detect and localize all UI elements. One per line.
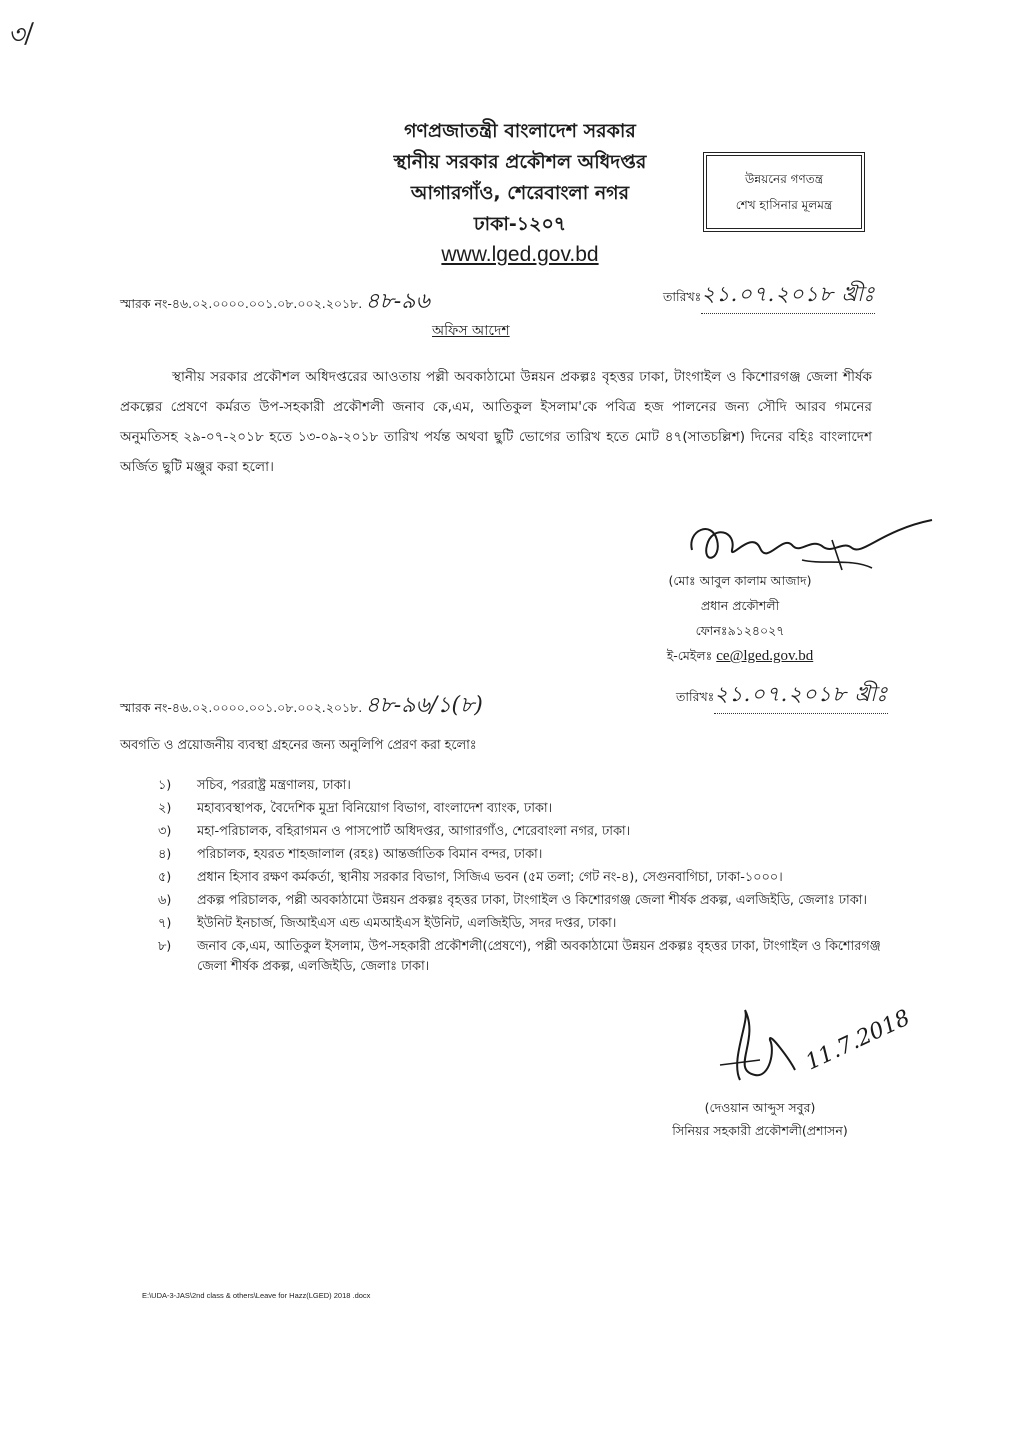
- corner-handwritten-mark: ৩/: [5, 18, 36, 52]
- date-2: [676, 678, 888, 714]
- file-path-footer: E:\UDA-3-JAS\2nd class & others\Leave for Hazz(LGED) 2018 .docx: [142, 1291, 371, 1300]
- list-item: ৮) জনাব কে,এম, আতিকুল ইসলাম, উপ-সহকারী প্রকৌশলী(প্রেষণে), পল্লী অবকাঠামো উন্নয়ন প্রকল্পঃ বৃহত্তর ঢাকা, টাংগাইল ও কিশোরগঞ্জ জেলা শীর্ষক প্রকল্প, এলজিইডি, জেলাঃ ঢাকা।: [158, 939, 881, 974]
- signatory-2-block: [645, 1096, 875, 1142]
- order-body-content: স্থানীয় সরকার প্রকৌশল অধিদপ্তরের আওতায় পল্লী অবকাঠামো উন্নয়ন প্রকল্পঃ বৃহত্তর ঢাকা, টাংগাইল ও কিশোরগঞ্জ জেলা শীর্ষক প্রকল্পের প্রেষণে কর্মরত উপ-সহকারী প্রকৌশলী জনাব কে,এম, আতিকুল ইসলাম'কে পবিত্র হজ পালনের জন্য সৌদি আরব গমনের অনুমতিসহ ২৯-০৭-২০১৮ হতে ১৩-০৯-২০১৮ তারিখ পর্যন্ত অথবা ছুটি ভোগের তারিখ হতে মোট ৪৭(সাতচল্লিশ) দিনের বহিঃ বাংলাদেশ অর্জিত ছুটি মঞ্জুর করা হলো।: [120, 369, 872, 475]
- letterhead: [300, 116, 740, 270]
- signature-2-date: 11.7.2018: [801, 1005, 915, 1076]
- signatory-1-block: [625, 568, 855, 669]
- memo-handwritten-1: ৪৮-৯৬: [365, 289, 430, 314]
- list-item: ৩) মহা-পরিচালক, বহিরাগমন ও পাসপোর্ট অধিদপ্তর, আগারগাঁও, শেরেবাংলা নগর, ঢাকা।: [158, 824, 631, 839]
- website-link[interactable]: www.lged.gov.bd: [441, 243, 599, 266]
- slogan-line-2: শেখ হাসিনার মূলমন্ত্র: [735, 198, 833, 212]
- signature-2: [700, 1000, 915, 1100]
- memo-handwritten-2: ৪৮-৯৬/১(৮): [365, 693, 483, 718]
- address-line: আগারগাঁও, শেরেবাংলা নগর: [410, 182, 630, 204]
- list-item: ৫) প্রধান হিসাব রক্ষণ কর্মকর্তা, স্থানীয় সরকার বিভাগ, সিজিএ ভবন (৫ম তলা; গেট নং-৪), সেগুনবাগিচা, ঢাকা-১০০০।: [158, 870, 783, 885]
- date-handwritten-1: ২১.০৭.২০১৮ খ্রীঃ: [701, 282, 876, 306]
- city-line: ঢাকা-১২০৭: [473, 213, 567, 235]
- signatory-1-designation: প্রধান প্রকৌশলী: [700, 598, 780, 613]
- signatory-2-name: (দেওয়ান আব্দুস সবুর): [704, 1100, 816, 1115]
- signatory-1-name: (মোঃ আবুল কালাম আজাদ): [668, 573, 812, 588]
- memo-printed-1: স্মারক নং-৪৬.০২.০০০০.০০১.০৮.০০২.২০১৮.: [120, 296, 363, 311]
- memo-number-1: [120, 284, 430, 321]
- slogan-line-1: উন্নয়নের গণতন্ত্র: [744, 172, 824, 186]
- order-title: অফিস আদেশ: [432, 323, 510, 339]
- copy-recipient-list: [142, 776, 882, 980]
- date-handwritten-2: ২১.০৭.২০১৮ খ্রীঃ: [714, 682, 889, 706]
- govt-name: গণপ্রজাতন্ত্রী বাংলাদেশ সরকার: [404, 120, 636, 142]
- memo-number-2: [120, 688, 483, 725]
- memo-printed-2: স্মারক নং-৪৬.০২.০০০০.০০১.০৮.০০২.২০১৮.: [120, 700, 363, 715]
- slogan-box: [706, 155, 862, 229]
- signatory-1-email: ই-মেইলঃ ce@lged.gov.bd: [666, 648, 814, 664]
- email-link[interactable]: ce@lged.gov.bd: [716, 648, 814, 664]
- list-item: ৪) পরিচালক, হযরত শাহজালাল (রহঃ) আন্তর্জাতিক বিমান বন্দর, ঢাকা।: [158, 847, 543, 862]
- signatory-1-phone: ফোনঃ৯১২৪০২৭: [695, 623, 785, 638]
- date-label-2: তারিখঃ: [676, 689, 715, 704]
- list-item: ৭) ইউনিট ইনচার্জ, জিআইএস এন্ড এমআইএস ইউনিট, এলজিইডি, সদর দপ্তর, ঢাকা।: [158, 916, 617, 931]
- list-item: ২) মহাব্যবস্থাপক, বৈদেশিক মুদ্রা বিনিয়োগ বিভাগ, বাংলাদেশ ব্যাংক, ঢাকা।: [158, 801, 553, 816]
- copy-intro: অবগতি ও প্রয়োজনীয় ব্যবস্থা গ্রহনের জন্য অনুলিপি প্রেরণ করা হলোঃ: [120, 738, 477, 753]
- date-label-1: তারিখঃ: [663, 289, 702, 304]
- order-body-text: [120, 362, 872, 482]
- date-1: [663, 278, 875, 314]
- list-item: ১) সচিব, পররাষ্ট্র মন্ত্রণালয়, ঢাকা।: [158, 778, 351, 793]
- list-item: ৬) প্রকল্প পরিচালক, পল্লী অবকাঠামো উন্নয়ন প্রকল্পঃ বৃহত্তর ঢাকা, টাংগাইল ও কিশোরগঞ্জ জেলা শীর্ষক প্রকল্প, এলজিইডি, জেলাঃ ঢাকা।: [158, 893, 867, 908]
- department-name: স্থানীয় সরকার প্রকৌশল অধিদপ্তর: [393, 151, 647, 173]
- signatory-2-designation: সিনিয়র সহকারী প্রকৌশলী(প্রশাসন): [672, 1123, 848, 1138]
